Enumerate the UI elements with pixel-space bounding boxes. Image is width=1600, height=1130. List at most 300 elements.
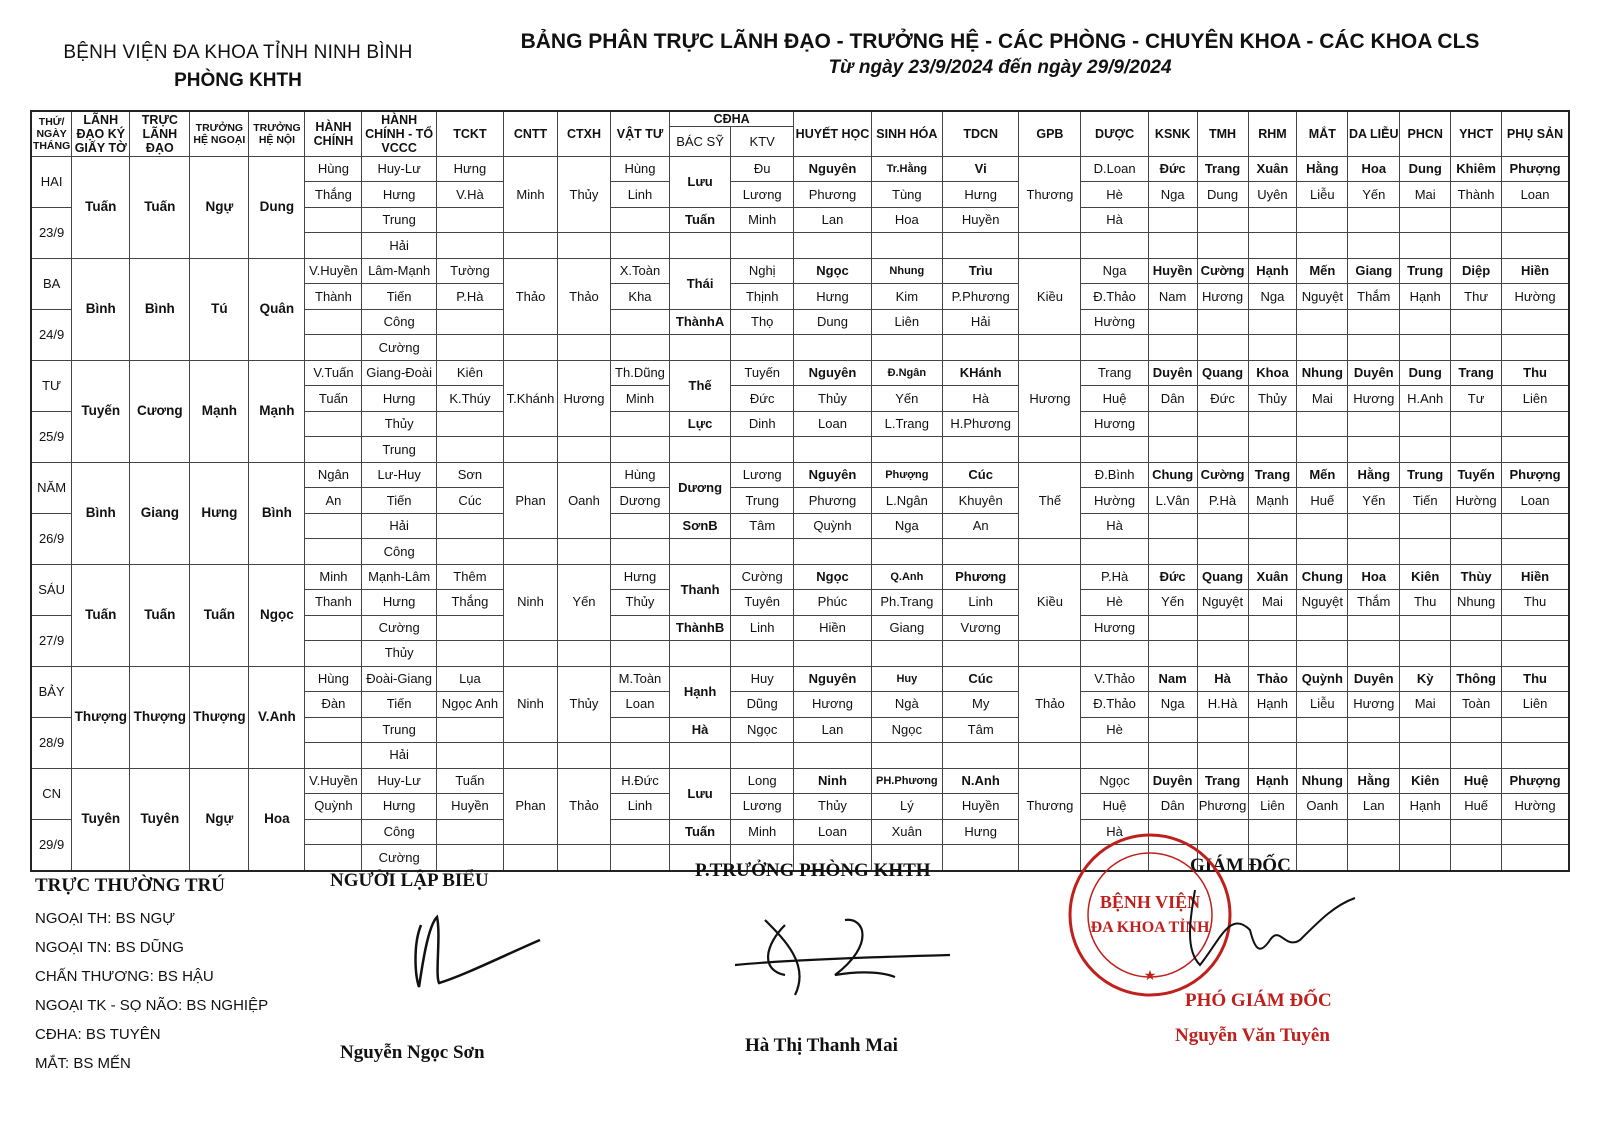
vattu-cell xyxy=(610,437,669,462)
mat-cell: Quỳnh xyxy=(1297,666,1348,691)
phcn-cell xyxy=(1400,233,1451,258)
phusan-cell xyxy=(1502,845,1569,871)
vattu-cell: Th.Dũng xyxy=(610,360,669,385)
rhm-cell: Uyên xyxy=(1248,182,1297,207)
vccc-cell: Lư-Huy xyxy=(362,462,436,487)
col-tdcn: TDCN xyxy=(942,111,1018,157)
duty-leader-cell: Thượng xyxy=(130,666,190,768)
vccc-cell: Tiến xyxy=(362,692,436,717)
tmh-cell: Cường xyxy=(1197,462,1248,487)
phcn-cell: Thu xyxy=(1400,590,1451,615)
tmh-cell xyxy=(1197,641,1248,666)
admin-cell xyxy=(305,717,362,742)
tmh-cell xyxy=(1197,717,1248,742)
phusan-cell: Liên xyxy=(1502,692,1569,717)
phusan-cell: Thu xyxy=(1502,666,1569,691)
admin-cell xyxy=(305,513,362,538)
head-medicine-cell: Mạnh xyxy=(249,360,305,462)
sinh-hoa-cell: Phượng xyxy=(871,462,942,487)
admin-cell: Tuấn xyxy=(305,386,362,411)
phusan-cell xyxy=(1502,641,1569,666)
phusan-cell xyxy=(1502,819,1569,844)
phusan-cell xyxy=(1502,615,1569,640)
rhm-cell xyxy=(1248,717,1297,742)
ksnk-cell: Nam xyxy=(1148,284,1197,309)
tckt-cell xyxy=(436,743,503,768)
col-cntt: CNTT xyxy=(504,111,558,157)
phusan-cell: Hiền xyxy=(1502,258,1569,283)
phcn-cell: Dung xyxy=(1400,360,1451,385)
tmh-cell: Quang xyxy=(1197,564,1248,589)
ksnk-cell xyxy=(1148,437,1197,462)
admin-cell xyxy=(305,309,362,334)
cdha-ktv-cell: Nghị xyxy=(731,258,794,283)
tdcn-cell: Hưng xyxy=(942,182,1018,207)
maker-title: NGƯỜI LẬP BIỂU xyxy=(330,870,489,891)
yhct-cell: Diệp xyxy=(1451,258,1502,283)
schedule-body xyxy=(31,157,1569,872)
ksnk-cell xyxy=(1148,411,1197,436)
duoc-cell xyxy=(1081,335,1148,360)
document-title: BẢNG PHÂN TRỰC LÃNH ĐẠO - TRƯỞNG HỆ - CÁC PHÒNG - CHUYÊN KHOA - CÁC KHOA CLS xyxy=(520,30,1480,53)
cntt-cell: Phan xyxy=(504,462,558,538)
phusan-cell xyxy=(1502,513,1569,538)
phcn-cell xyxy=(1400,411,1451,436)
dalieu-cell xyxy=(1348,309,1400,334)
vattu-cell xyxy=(610,513,669,538)
cdha-doctor-cell: Hạnh xyxy=(670,666,731,717)
ksnk-cell: Đức xyxy=(1148,564,1197,589)
rhm-cell xyxy=(1248,233,1297,258)
duoc-cell: Hà xyxy=(1081,207,1148,232)
cntt-cell: Ninh xyxy=(504,666,558,742)
tdcn-cell xyxy=(942,641,1018,666)
schedule-row xyxy=(31,462,1569,487)
cntt-cell: Phan xyxy=(504,768,558,844)
vccc-cell: Trung xyxy=(362,437,436,462)
tmh-cell xyxy=(1197,309,1248,334)
huyet-hoc-cell: Nguyên xyxy=(794,157,871,182)
dalieu-cell xyxy=(1348,717,1400,742)
cntt-cell xyxy=(504,641,558,666)
vccc-cell: Hưng xyxy=(362,182,436,207)
mat-cell: Huế xyxy=(1297,488,1348,513)
col-duoc: DƯỢC xyxy=(1081,111,1148,157)
tdcn-cell: Hải xyxy=(942,309,1018,334)
tdcn-cell: An xyxy=(942,513,1018,538)
ctxh-cell: Thảo xyxy=(558,258,611,334)
cntt-cell xyxy=(504,539,558,564)
schedule-row xyxy=(31,258,1569,283)
day-label: HAI xyxy=(31,157,72,208)
yhct-cell: Trang xyxy=(1451,360,1502,385)
resident-line: CHẤN THƯƠNG: BS HẬU xyxy=(35,968,214,985)
date-label: 24/9 xyxy=(31,309,72,360)
tckt-cell: Thêm xyxy=(436,564,503,589)
ksnk-cell: Chung xyxy=(1148,462,1197,487)
yhct-cell: Thư xyxy=(1451,284,1502,309)
sinh-hoa-cell: Xuân xyxy=(871,819,942,844)
sinh-hoa-cell: PH.Phương xyxy=(871,768,942,793)
cdha-ktv-cell: Lương xyxy=(731,182,794,207)
tdcn-cell: Vi xyxy=(942,157,1018,182)
phcn-cell xyxy=(1400,207,1451,232)
mat-cell xyxy=(1297,335,1348,360)
tdcn-cell xyxy=(942,233,1018,258)
tmh-cell: Quang xyxy=(1197,360,1248,385)
day-label: SÁU xyxy=(31,564,72,615)
vccc-cell: Hải xyxy=(362,743,436,768)
tmh-cell: P.Hà xyxy=(1197,488,1248,513)
mat-cell: Liễu xyxy=(1297,182,1348,207)
cdha-ktv-cell: Trung xyxy=(731,488,794,513)
yhct-cell xyxy=(1451,207,1502,232)
head-medicine-cell: Ngọc xyxy=(249,564,305,666)
vattu-cell: M.Toàn xyxy=(610,666,669,691)
director-title: GIÁM ĐỐC xyxy=(1190,855,1291,876)
vccc-cell: Giang-Đoài xyxy=(362,360,436,385)
tckt-cell: Sơn xyxy=(436,462,503,487)
sinh-hoa-cell: Liên xyxy=(871,309,942,334)
dalieu-cell xyxy=(1348,207,1400,232)
yhct-cell: Tuyến xyxy=(1451,462,1502,487)
sinh-hoa-cell: Giang xyxy=(871,615,942,640)
tdcn-cell: H.Phương xyxy=(942,411,1018,436)
cdha-doctor-cell: Thái xyxy=(670,258,731,309)
admin-cell: Ngân xyxy=(305,462,362,487)
cntt-cell xyxy=(504,743,558,768)
tckt-cell xyxy=(436,845,503,871)
sinh-hoa-cell: Yến xyxy=(871,386,942,411)
tdcn-cell: KHánh xyxy=(942,360,1018,385)
duoc-cell: V.Thảo xyxy=(1081,666,1148,691)
ctxh-cell xyxy=(558,743,611,768)
vattu-cell xyxy=(610,207,669,232)
cdha-ktv-cell: Cường xyxy=(731,564,794,589)
cdha-ktv-cell xyxy=(731,335,794,360)
duoc-cell: Nga xyxy=(1081,258,1148,283)
huyet-hoc-cell: Hương xyxy=(794,692,871,717)
cdha-ktv-cell: Huy xyxy=(731,666,794,691)
tckt-cell: Huyền xyxy=(436,794,503,819)
schedule-row xyxy=(31,666,1569,691)
col-leader: LÃNH ĐẠO KÝ GIẤY TỜ xyxy=(72,111,130,157)
ksnk-cell: Nam xyxy=(1148,666,1197,691)
phcn-cell xyxy=(1400,743,1451,768)
cdha-doctor-cell xyxy=(670,335,731,360)
cntt-cell: Minh xyxy=(504,157,558,233)
duoc-cell: Hường xyxy=(1081,488,1148,513)
admin-cell xyxy=(305,615,362,640)
dalieu-cell xyxy=(1348,411,1400,436)
huyet-hoc-cell: Ngọc xyxy=(794,564,871,589)
admin-cell: Hùng xyxy=(305,157,362,182)
vccc-cell: Lâm-Mạnh xyxy=(362,258,436,283)
gpb-cell xyxy=(1019,335,1081,360)
ksnk-cell xyxy=(1148,615,1197,640)
hospital-block xyxy=(48,42,428,92)
rhm-cell xyxy=(1248,539,1297,564)
cntt-cell xyxy=(504,335,558,360)
dalieu-cell xyxy=(1348,845,1400,871)
col-duty-leader: TRỰC LÃNH ĐẠO xyxy=(130,111,190,157)
department-name: PHÒNG KHTH xyxy=(174,70,302,91)
tckt-cell: Thắng xyxy=(436,590,503,615)
day-label: NĂM xyxy=(31,462,72,513)
vattu-cell xyxy=(610,539,669,564)
vattu-cell xyxy=(610,233,669,258)
tckt-cell: Tuấn xyxy=(436,768,503,793)
vice-director-name: Nguyễn Văn Tuyên xyxy=(1175,1025,1330,1046)
yhct-cell: Thành xyxy=(1451,182,1502,207)
huyet-hoc-cell: Dung xyxy=(794,309,871,334)
rhm-cell xyxy=(1248,207,1297,232)
date-label: 28/9 xyxy=(31,717,72,768)
phcn-cell xyxy=(1400,539,1451,564)
dalieu-cell xyxy=(1348,743,1400,768)
vattu-cell: Hưng xyxy=(610,564,669,589)
mat-cell: Mến xyxy=(1297,258,1348,283)
rhm-cell: Xuân xyxy=(1248,564,1297,589)
date-label: 25/9 xyxy=(31,411,72,462)
ksnk-cell xyxy=(1148,309,1197,334)
vattu-cell: Hùng xyxy=(610,462,669,487)
cntt-cell xyxy=(504,437,558,462)
cntt-cell: T.Khánh xyxy=(504,360,558,436)
ctxh-cell: Hương xyxy=(558,360,611,436)
rhm-cell: Mạnh xyxy=(1248,488,1297,513)
yhct-cell: Huế xyxy=(1451,794,1502,819)
ctxh-cell: Yến xyxy=(558,564,611,640)
admin-cell xyxy=(305,539,362,564)
vccc-cell: Thủy xyxy=(362,411,436,436)
tmh-cell: Nguyệt xyxy=(1197,590,1248,615)
col-ksnk: KSNK xyxy=(1148,111,1197,157)
svg-text:ĐA KHOA TỈNH: ĐA KHOA TỈNH xyxy=(1090,919,1210,936)
col-tmh: TMH xyxy=(1197,111,1248,157)
vattu-cell xyxy=(610,615,669,640)
tdcn-cell: Tâm xyxy=(942,717,1018,742)
duoc-cell: Đ.Thảo xyxy=(1081,284,1148,309)
huyet-hoc-cell: Nguyên xyxy=(794,360,871,385)
dalieu-cell: Hằng xyxy=(1348,768,1400,793)
gpb-cell: Kiều xyxy=(1019,258,1081,334)
mat-cell xyxy=(1297,309,1348,334)
cdha-ktv-cell: Đức xyxy=(731,386,794,411)
col-phu-san: PHỤ SẢN xyxy=(1502,111,1569,157)
duoc-cell: Hè xyxy=(1081,182,1148,207)
phcn-cell xyxy=(1400,513,1451,538)
yhct-cell: Tư xyxy=(1451,386,1502,411)
duoc-cell: Hè xyxy=(1081,590,1148,615)
vccc-cell: Công xyxy=(362,309,436,334)
sinh-hoa-cell: L.Trang xyxy=(871,411,942,436)
mat-cell: Nhung xyxy=(1297,360,1348,385)
cdha-doctor-cell xyxy=(670,539,731,564)
rhm-cell xyxy=(1248,437,1297,462)
tmh-cell: Hà xyxy=(1197,666,1248,691)
col-cdha: CĐHA xyxy=(670,111,794,127)
dalieu-cell: Yến xyxy=(1348,182,1400,207)
dalieu-cell: Hoa xyxy=(1348,564,1400,589)
phcn-cell: Dung xyxy=(1400,157,1451,182)
gpb-cell xyxy=(1019,539,1081,564)
phcn-cell: Mai xyxy=(1400,182,1451,207)
leader-cell: Tuấn xyxy=(72,157,130,259)
cdha-ktv-cell: Lương xyxy=(731,794,794,819)
vccc-cell: Thủy xyxy=(362,641,436,666)
duty-leader-cell: Tuấn xyxy=(130,564,190,666)
phusan-cell xyxy=(1502,233,1569,258)
mat-cell: Liễu xyxy=(1297,692,1348,717)
vccc-cell: Đoài-Giang xyxy=(362,666,436,691)
sinh-hoa-cell: Ph.Trang xyxy=(871,590,942,615)
duoc-cell xyxy=(1081,743,1148,768)
mat-cell xyxy=(1297,845,1348,871)
rhm-cell xyxy=(1248,743,1297,768)
mat-cell xyxy=(1297,819,1348,844)
ctxh-cell xyxy=(558,845,611,871)
yhct-cell xyxy=(1451,641,1502,666)
yhct-cell xyxy=(1451,233,1502,258)
sinh-hoa-cell xyxy=(871,437,942,462)
mat-cell: Oanh xyxy=(1297,794,1348,819)
phusan-cell: Thu xyxy=(1502,360,1569,385)
cdha-ktv-cell: Tuyến xyxy=(731,360,794,385)
col-cdha-ktv: KTV xyxy=(731,127,794,157)
resident-line: CĐHA: BS TUYÊN xyxy=(35,1026,161,1043)
tckt-cell xyxy=(436,335,503,360)
sinh-hoa-cell: Nhung xyxy=(871,258,942,283)
vccc-cell: Huy-Lư xyxy=(362,157,436,182)
tmh-cell: Cường xyxy=(1197,258,1248,283)
tmh-cell xyxy=(1197,743,1248,768)
ctxh-cell xyxy=(558,233,611,258)
svg-text:★: ★ xyxy=(1143,967,1157,983)
dalieu-cell xyxy=(1348,335,1400,360)
tckt-cell: P.Hà xyxy=(436,284,503,309)
ctxh-cell: Thủy xyxy=(558,157,611,233)
cdha-ktv-cell: Thịnh xyxy=(731,284,794,309)
admin-cell: Quỳnh xyxy=(305,794,362,819)
phcn-cell: Trung xyxy=(1400,258,1451,283)
sinh-hoa-cell: Hoa xyxy=(871,207,942,232)
tmh-cell xyxy=(1197,539,1248,564)
phcn-cell: Kiên xyxy=(1400,564,1451,589)
huyet-hoc-cell xyxy=(794,437,871,462)
rhm-cell: Thảo xyxy=(1248,666,1297,691)
date-label: 26/9 xyxy=(31,513,72,564)
tckt-cell: Lụa xyxy=(436,666,503,691)
svg-text:BỆNH VIỆN: BỆNH VIỆN xyxy=(1099,892,1201,912)
cdha-doctor-cell: ThànhA xyxy=(670,309,731,334)
tckt-cell xyxy=(436,641,503,666)
vccc-cell: Hải xyxy=(362,233,436,258)
leader-cell: Bình xyxy=(72,462,130,564)
col-huyet-hoc: HUYẾT HỌC xyxy=(794,111,871,157)
gpb-cell: Kiều xyxy=(1019,564,1081,640)
tdcn-cell: Hưng xyxy=(942,819,1018,844)
day-label: TƯ xyxy=(31,360,72,411)
rhm-cell: Khoa xyxy=(1248,360,1297,385)
sinh-hoa-cell: Tùng xyxy=(871,182,942,207)
cdha-ktv-cell: Lương xyxy=(731,462,794,487)
head-medicine-cell: Dung xyxy=(249,157,305,259)
phusan-cell xyxy=(1502,743,1569,768)
phcn-cell: Kỳ xyxy=(1400,666,1451,691)
cdha-doctor-cell: Lưu xyxy=(670,768,731,819)
huyet-hoc-cell: Nguyên xyxy=(794,666,871,691)
vccc-cell: Huy-Lư xyxy=(362,768,436,793)
cdha-doctor-cell: Dương xyxy=(670,462,731,513)
vattu-cell: H.Đức xyxy=(610,768,669,793)
mat-cell: Nguyệt xyxy=(1297,284,1348,309)
duoc-cell: Ngọc xyxy=(1081,768,1148,793)
mat-cell xyxy=(1297,743,1348,768)
dalieu-cell: Duyên xyxy=(1348,666,1400,691)
mat-cell: Nhung xyxy=(1297,768,1348,793)
mat-cell: Chung xyxy=(1297,564,1348,589)
sinh-hoa-cell: Tr.Hằng xyxy=(871,157,942,182)
schedule-row xyxy=(31,360,1569,385)
vccc-cell: Cường xyxy=(362,335,436,360)
tdcn-cell: Cúc xyxy=(942,462,1018,487)
director-signature xyxy=(1160,880,1360,990)
cdha-doctor-cell: Thanh xyxy=(670,564,731,615)
cdha-ktv-cell: Long xyxy=(731,768,794,793)
schedule-row xyxy=(31,157,1569,182)
dalieu-cell: Thắm xyxy=(1348,590,1400,615)
cdha-ktv-cell: Linh xyxy=(731,615,794,640)
vattu-cell: Linh xyxy=(610,794,669,819)
huyet-hoc-cell: Loan xyxy=(794,819,871,844)
duty-leader-cell: Giang xyxy=(130,462,190,564)
admin-cell xyxy=(305,437,362,462)
head-surgery-cell: Tú xyxy=(190,258,249,360)
sinh-hoa-cell xyxy=(871,641,942,666)
ksnk-cell: Huyền xyxy=(1148,258,1197,283)
duoc-cell: Hè xyxy=(1081,717,1148,742)
duoc-cell xyxy=(1081,641,1148,666)
dalieu-cell: Lan xyxy=(1348,794,1400,819)
yhct-cell: Huệ xyxy=(1451,768,1502,793)
admin-cell: Thành xyxy=(305,284,362,309)
vccc-cell: Hải xyxy=(362,513,436,538)
admin-cell: Đàn xyxy=(305,692,362,717)
mat-cell xyxy=(1297,717,1348,742)
cdha-doctor-cell: Lực xyxy=(670,411,731,436)
admin-cell: Hùng xyxy=(305,666,362,691)
dalieu-cell xyxy=(1348,641,1400,666)
schedule-row xyxy=(31,564,1569,589)
maker-signature xyxy=(405,905,545,1005)
leader-cell: Tuyên xyxy=(72,768,130,871)
vattu-cell: Hùng xyxy=(610,157,669,182)
sinh-hoa-cell: Q.Anh xyxy=(871,564,942,589)
tckt-cell xyxy=(436,309,503,334)
vccc-cell: Công xyxy=(362,819,436,844)
tdcn-cell: P.Phương xyxy=(942,284,1018,309)
col-vattu: VẬT TƯ xyxy=(610,111,669,157)
col-yhct: YHCT xyxy=(1451,111,1502,157)
phusan-cell xyxy=(1502,437,1569,462)
sinh-hoa-cell xyxy=(871,743,942,768)
ksnk-cell: Duyên xyxy=(1148,768,1197,793)
sinh-hoa-cell: L.Ngân xyxy=(871,488,942,513)
dalieu-cell: Giang xyxy=(1348,258,1400,283)
ksnk-cell xyxy=(1148,335,1197,360)
tmh-cell xyxy=(1197,437,1248,462)
